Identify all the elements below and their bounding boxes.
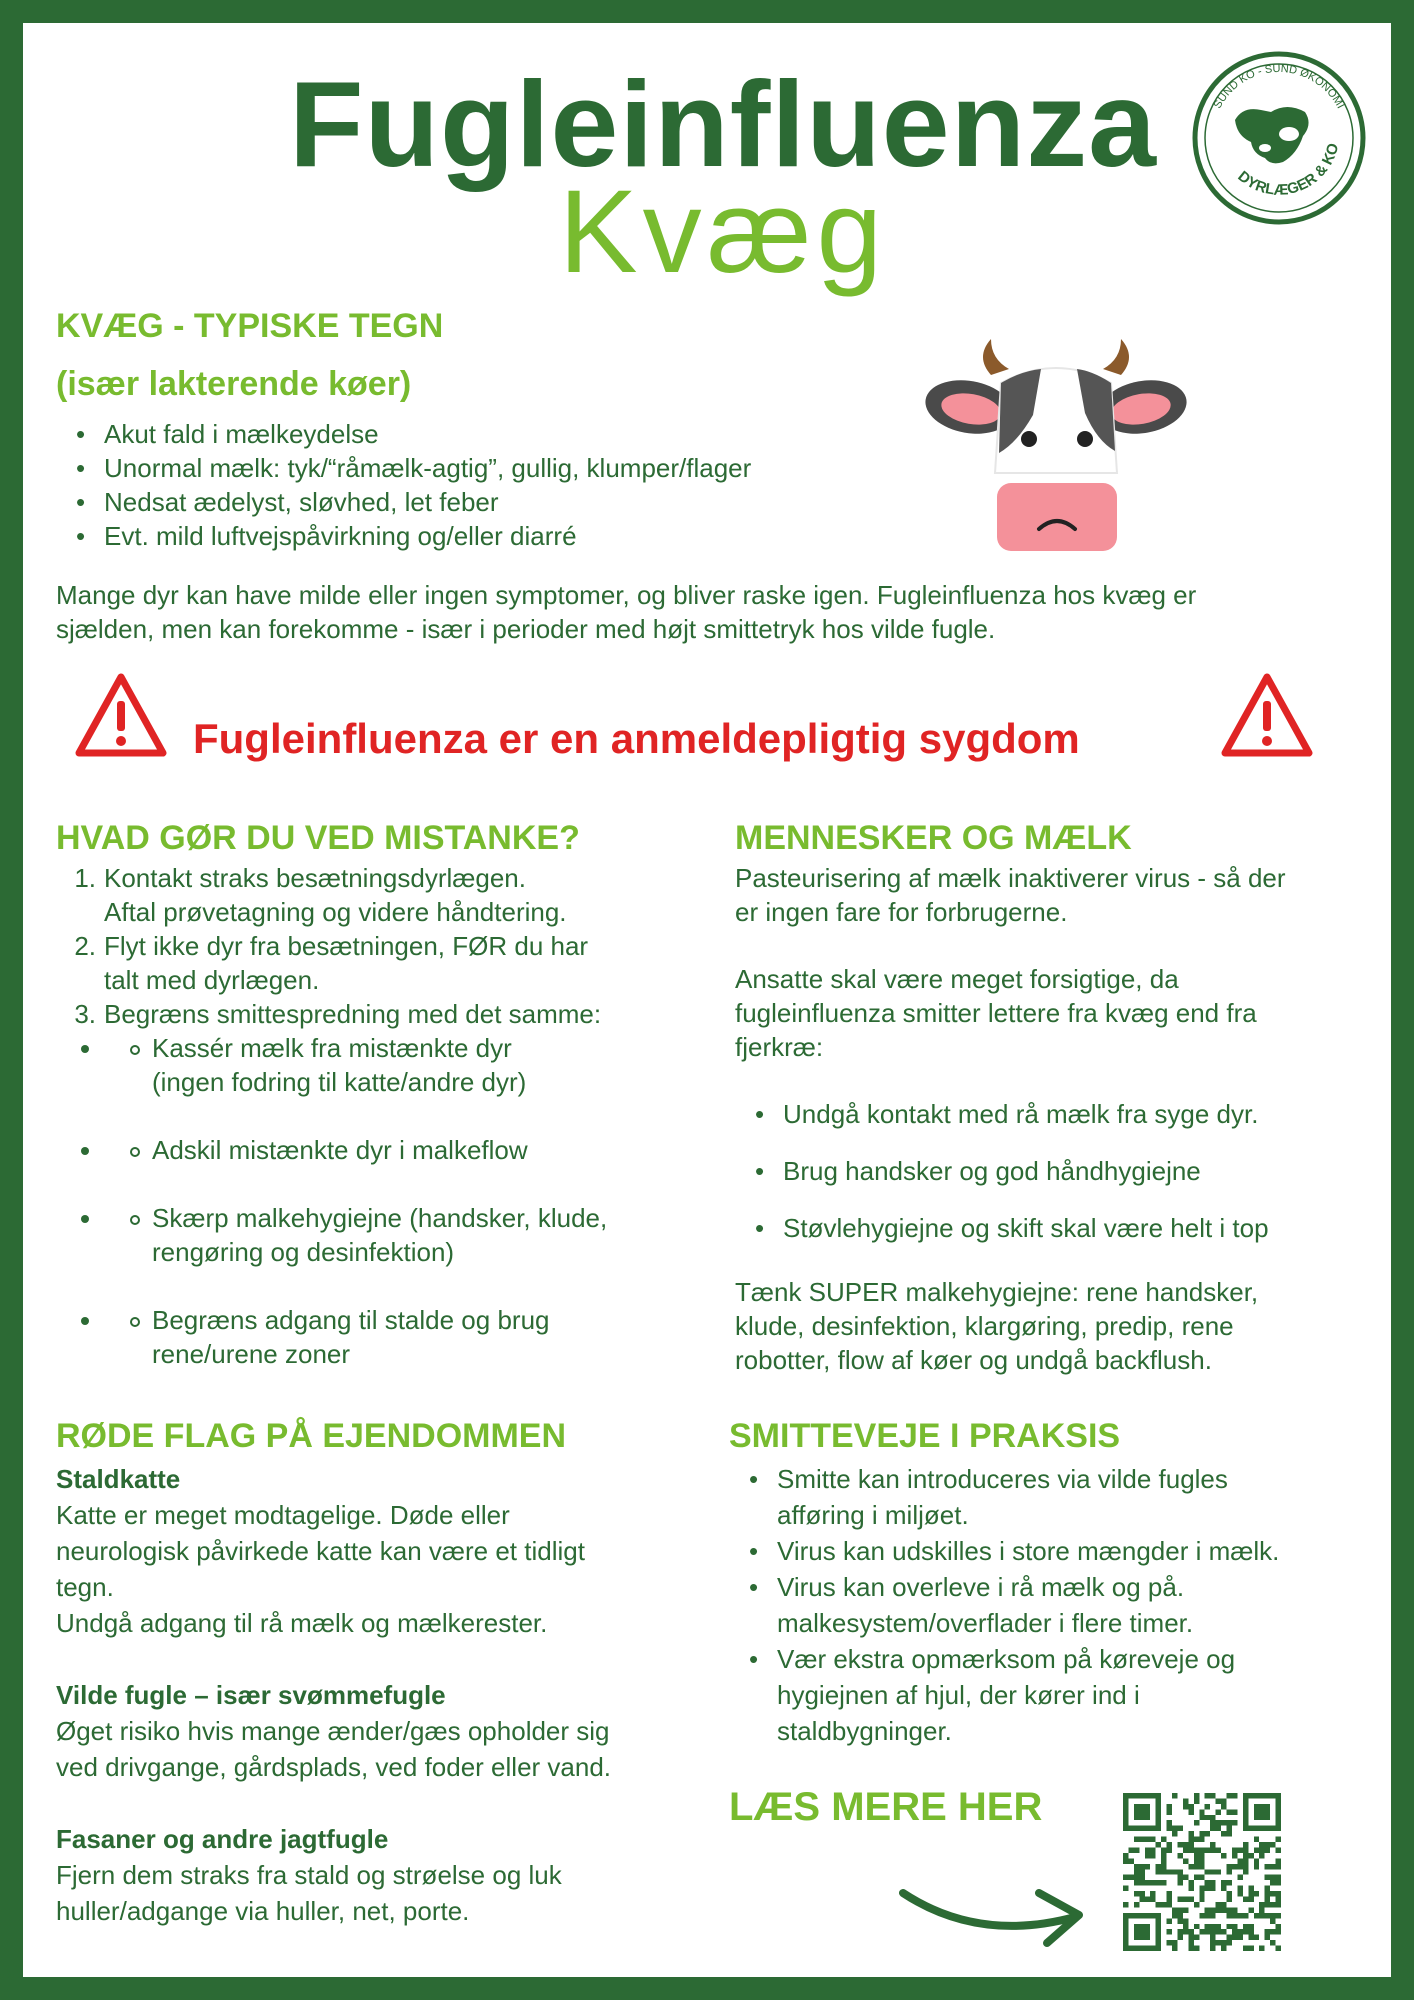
redflags-body (56, 1461, 706, 1929)
warning-text: Fugleinfluenza er en anmeldepligtig sygdom (193, 715, 1080, 762)
logo-text-bottom: DYRLÆGER & KO (1234, 141, 1343, 199)
list-item: • Støvlehygiejne og skift skal være helt i top (735, 1211, 1375, 1245)
warning-icon-right (1219, 671, 1315, 764)
suspicion-heading: HVAD GØR DU VED MISTANKE? (56, 819, 580, 857)
step-number: 1. (74, 863, 96, 893)
step-line: Aftal prøvetagning og videre håndtering. (104, 897, 567, 927)
subitem-line: rene/urene zoner (152, 1339, 351, 1369)
step-number: 2. (74, 931, 96, 961)
redflags-heading: RØDE FLAG PÅ EJENDOMMEN (56, 1417, 567, 1455)
list-item (56, 929, 696, 997)
paragraph-line: er ingen fare for forbrugerne. (735, 897, 1068, 927)
humans-paragraph-1 (735, 861, 1375, 929)
paragraph-line: neurologisk påvirkede katte kan være et tidligt (56, 1536, 585, 1566)
paragraph-line: robotter, flow af køer og undgå backflush. (735, 1345, 1212, 1375)
paragraph-line: Fjern dem straks fra stald og strøelse og luk (56, 1860, 562, 1890)
paragraph-line: tegn. (56, 1572, 114, 1602)
page-title: Fugleinfluenza (289, 56, 1157, 192)
humans-heading: MENNESKER OG MÆLK (735, 819, 1132, 857)
subitem-line: • Adskil mistænkte dyr i malkeflow (152, 1135, 528, 1165)
humans-paragraph-2 (735, 962, 1375, 1064)
item-line: • Vær ekstra opmærksom på køreveje og (777, 1644, 1236, 1674)
wild-birds-title: Vilde fugle – især svømmefugle (56, 1680, 446, 1710)
paragraph-line: Øget risiko hvis mange ænder/gæs opholder sig (56, 1716, 610, 1746)
paragraph-line: ved drivgange, gårdsplads, ved foder eller vand. (56, 1752, 612, 1782)
list-item: • Akut fald i mælkeydelse (56, 417, 916, 451)
logo-text-top: SUND KO - SUND ØKONOMI (1211, 62, 1347, 111)
logo (1191, 50, 1367, 231)
signs-paragraph (56, 578, 1376, 646)
step-line: Kontakt straks besætningsdyrlægen. (104, 863, 526, 893)
item-line: • Smitte kan introduceres via vilde fugles (777, 1464, 1228, 1494)
paragraph-line: Mange dyr kan have milde eller ingen symptomer, og bliver raske igen. Fugleinfluenza hos kvæg er (56, 580, 1197, 610)
step-number: 3. (74, 999, 96, 1029)
paragraph-line: Undgå adgang til rå mælk og mælkerester. (56, 1608, 548, 1638)
subitem-line: (ingen fodring til katte/andre dyr) (152, 1067, 527, 1097)
step-line: talt med dyrlægen. (104, 965, 320, 995)
subitem-line: • Skærp malkehygiejne (handsker, klude, (152, 1203, 608, 1233)
paragraph-line: fugleinfluenza smitter lettere fra kvæg end fra (735, 998, 1257, 1028)
step-line: Begræns smittespredning med det samme: (104, 999, 602, 1029)
list-item (729, 1569, 1379, 1641)
subitem-line: • Kassér mælk fra mistænkte dyr (152, 1033, 512, 1063)
item-line: • Virus kan overleve i rå mælk og på. (777, 1572, 1185, 1602)
subitem-line: rengøring og desinfektion) (152, 1237, 455, 1267)
suspicion-steps (56, 861, 696, 1031)
item-line: afføring i miljøet. (777, 1500, 969, 1530)
signs-list (56, 417, 916, 553)
list-item (104, 1031, 704, 1099)
list-item (729, 1533, 1379, 1569)
pheasant-title: Fasaner og andre jagtfugle (56, 1824, 389, 1854)
paragraph-line: Tænk SUPER malkehygiejne: rene handsker, (735, 1277, 1259, 1307)
item-line: • Virus kan udskilles i store mængder i mælk. (777, 1536, 1280, 1566)
signs-heading: KVÆG - TYPISKE TEGN (56, 307, 444, 345)
subitem-line: • Begræns adgang til stalde og brug (152, 1305, 550, 1335)
arrow-icon (899, 1873, 1099, 1958)
list-item (729, 1461, 1379, 1533)
list-item (56, 861, 696, 929)
item-line: malkesystem/overflader i flere timer. (777, 1608, 1194, 1638)
list-item (56, 997, 696, 1031)
list-item (104, 1133, 704, 1167)
poster-page (23, 23, 1391, 1977)
paragraph-line: sjælden, men kan forekomme - især i perioder med højt smittetryk hos vilde fugle. (56, 614, 996, 644)
paragraph-line: Pasteurisering af mælk inaktiverer virus - så der (735, 863, 1286, 893)
paragraph-line: klude, desinfektion, klargøring, predip, rene (735, 1311, 1234, 1341)
page-subtitle: Kvæg (558, 166, 888, 298)
list-item: • Nedsat ædelyst, sløvhed, let feber (56, 485, 916, 519)
paragraph-line: Katte er meget modtagelige. Døde eller (56, 1500, 510, 1530)
list-item: • Evt. mild luftvejspåvirkning og/eller diarré (56, 519, 916, 553)
qr-code[interactable] (1123, 1793, 1281, 1956)
warning-icon-left (73, 671, 169, 764)
item-line: hygiejnen af hjul, der kører ind i (777, 1680, 1140, 1710)
transmission-list (729, 1461, 1379, 1749)
humans-paragraph-3 (735, 1275, 1375, 1377)
cats-title: Staldkatte (56, 1464, 181, 1494)
read-more-label: LÆS MERE HER (729, 1785, 1043, 1829)
item-line: staldbygninger. (777, 1716, 952, 1746)
sad-cow-illustration (921, 323, 1191, 558)
list-item (729, 1641, 1379, 1749)
paragraph-line: Ansatte skal være meget forsigtige, da (735, 964, 1179, 994)
humans-list (735, 1097, 1375, 1245)
list-item (104, 1303, 704, 1371)
list-item: • Undgå kontakt med rå mælk fra syge dyr. (735, 1097, 1375, 1131)
list-item: • Brug handsker og god håndhygiejne (735, 1154, 1375, 1188)
step-line: Flyt ikke dyr fra besætningen, FØR du har (104, 931, 589, 961)
list-item: • Unormal mælk: tyk/“råmælk-agtig”, gullig, klumper/flager (56, 451, 916, 485)
paragraph-line: huller/adgange via huller, net, porte. (56, 1896, 470, 1926)
transmission-heading: SMITTEVEJE I PRAKSIS (729, 1417, 1121, 1455)
list-item (104, 1201, 704, 1269)
suspicion-subitems (104, 1031, 704, 1371)
paragraph-line: fjerkræ: (735, 1032, 824, 1062)
signs-subheading: (især lakterende køer) (56, 365, 412, 403)
